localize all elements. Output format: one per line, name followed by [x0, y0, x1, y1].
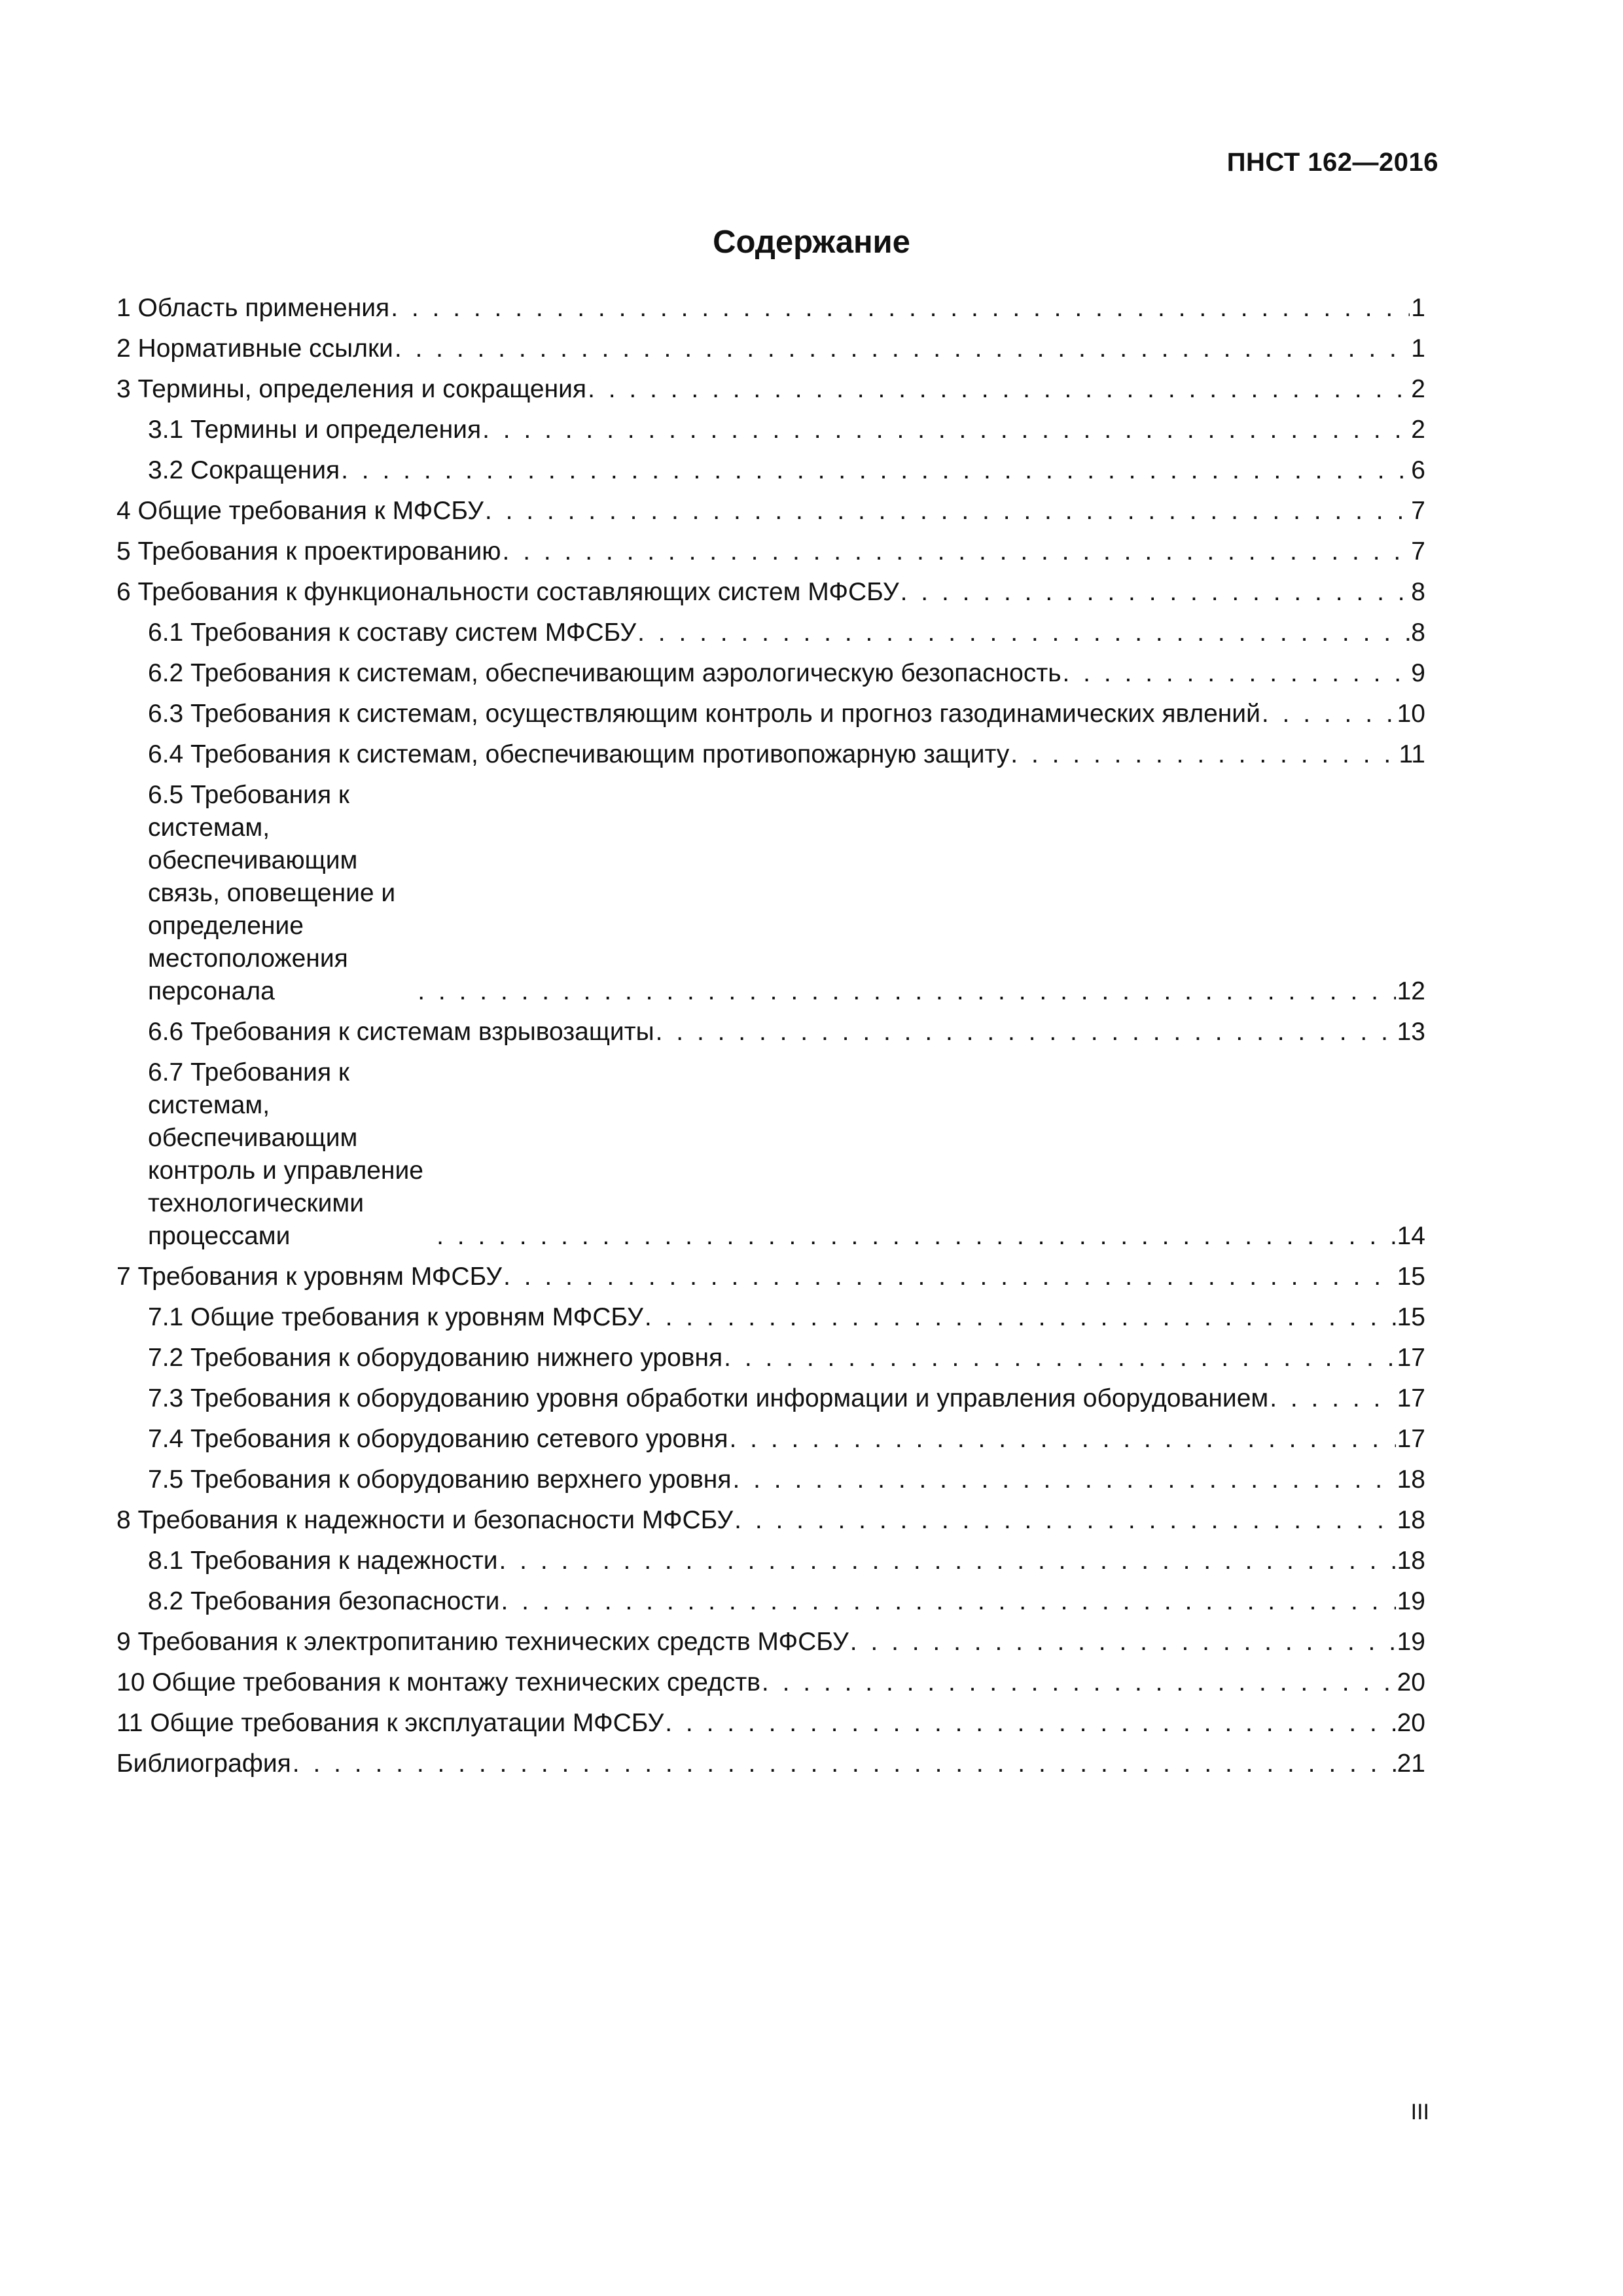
toc-leader-dots [499, 1545, 1396, 1577]
toc-entry-text [148, 617, 636, 649]
toc-leader-dots [665, 1707, 1395, 1740]
document-code: ПНСТ 162—2016 [1226, 148, 1438, 177]
toc-leader-dots [482, 414, 1410, 446]
toc-entry[interactable] [116, 1342, 1425, 1374]
toc-entry-text [116, 332, 393, 365]
toc-entry-text [116, 1261, 502, 1293]
toc-entry-text [116, 1504, 733, 1537]
toc-entry-text [148, 1382, 1268, 1415]
toc-entry-page: 18 [1397, 1547, 1425, 1575]
toc-entry-title: 6 Требования к функциональности составляющих систем МФСБУ [116, 578, 899, 606]
toc-entry-text [148, 738, 1009, 771]
toc-entry-title: 8.1 Требования к надежности [148, 1547, 498, 1575]
toc-entry[interactable] [116, 454, 1425, 487]
toc-entry-title: 7.5 Требования к оборудованию верхнего уровня [148, 1465, 732, 1494]
toc-entry-text [148, 1301, 643, 1334]
toc-leader-dots [730, 1423, 1396, 1456]
toc-entry-page: 15 [1397, 1303, 1425, 1331]
toc-entry-title: 2 Нормативные ссылки [116, 334, 393, 363]
toc-entry-page: 6 [1411, 456, 1425, 484]
toc-entry[interactable] [116, 1545, 1425, 1577]
toc-entry-page: 7 [1411, 497, 1425, 525]
toc-entry[interactable] [116, 292, 1425, 325]
toc-leader-dots [503, 1261, 1396, 1293]
toc-leader-dots [901, 576, 1410, 609]
toc-entry-page: 9 [1411, 659, 1425, 687]
toc-entry-title-continuation: процессами [148, 1222, 291, 1250]
toc-entry-title: 4 Общие требования к МФСБУ [116, 497, 484, 525]
toc-entry[interactable] [116, 1504, 1425, 1537]
toc-entry-title: 6.3 Требования к системам, осуществляющим контроль и прогноз газодинамических явлений [148, 700, 1260, 728]
toc-entry-page: 12 [1397, 977, 1425, 1005]
toc-entry[interactable] [116, 779, 1425, 1008]
toc-entry-title: 7.4 Требования к оборудованию сетевого уровня [148, 1425, 728, 1453]
toc-entry-text [148, 414, 481, 446]
page-number: III [1410, 2100, 1429, 2125]
toc-entry-page: 11 [1399, 740, 1425, 768]
toc-entry-text [116, 576, 899, 609]
toc-leader-dots [1270, 1382, 1395, 1415]
toc-leader-dots [485, 495, 1410, 528]
toc-entry-title: 11 Общие требования к эксплуатации МФСБУ [116, 1709, 664, 1737]
toc-title: Содержание [713, 224, 910, 260]
toc-entry-title: 6.6 Требования к системам взрывозащиты [148, 1018, 654, 1046]
toc-leader-dots [1063, 657, 1410, 690]
toc-leader-dots [637, 617, 1410, 649]
toc-entry-text [148, 1342, 722, 1374]
toc-entry-title: 7.3 Требования к оборудованию уровня обработки информации и управления оборудованием [148, 1384, 1269, 1412]
toc-leader-dots [850, 1626, 1396, 1659]
toc-entry-text [116, 1748, 291, 1780]
toc-entry-text [148, 698, 1260, 730]
toc-entry-title: 3.1 Термины и определения [148, 416, 482, 444]
toc-entry[interactable] [116, 657, 1425, 690]
toc-entry-title: 3.2 Сокращения [148, 456, 340, 484]
toc-leader-dots [1262, 698, 1396, 730]
toc-leader-dots [418, 975, 1395, 1008]
toc-entry-page: 17 [1397, 1384, 1425, 1412]
toc-leader-dots [724, 1342, 1395, 1374]
toc-entry-text [148, 779, 416, 1008]
toc-entry-page: 2 [1411, 375, 1425, 403]
toc-leader-dots [437, 1220, 1395, 1253]
toc-entry[interactable] [116, 495, 1425, 528]
toc-entry-title: 6.1 Требования к составу систем МФСБУ [148, 619, 637, 647]
toc-entry-page: 7 [1411, 537, 1425, 565]
toc-entry-text [148, 1585, 499, 1618]
toc-entry[interactable] [116, 535, 1425, 568]
toc-entry-page: 18 [1397, 1465, 1425, 1494]
toc-leader-dots [656, 1016, 1396, 1049]
toc-entry-page: 21 [1397, 1749, 1425, 1778]
toc-entry-page: 18 [1397, 1506, 1425, 1534]
toc-entry[interactable] [116, 1626, 1425, 1659]
toc-entry-text [116, 495, 484, 528]
toc-entry-text [148, 454, 340, 487]
toc-entry[interactable] [116, 1382, 1425, 1415]
toc-entry-title: 10 Общие требования к монтажу технических средств [116, 1668, 760, 1696]
toc-entry-text [148, 1016, 654, 1049]
toc-entry-text [148, 1463, 731, 1496]
table-of-contents [116, 292, 1425, 1788]
toc-entry[interactable] [116, 373, 1425, 406]
toc-entry[interactable] [116, 617, 1425, 649]
toc-entry-text [148, 1056, 435, 1253]
toc-entry[interactable] [116, 1301, 1425, 1334]
toc-entry-page: 15 [1397, 1263, 1425, 1291]
toc-entry-page: 10 [1397, 700, 1425, 728]
toc-entry-text [116, 292, 389, 325]
toc-entry-title: 9 Требования к электропитанию технических средств МФСБУ [116, 1628, 849, 1656]
toc-entry-text [148, 1423, 728, 1456]
toc-entry-title: 6.2 Требования к системам, обеспечивающим аэрологическую безопасность [148, 659, 1061, 687]
toc-entry[interactable] [116, 698, 1425, 730]
toc-entry-title-continuation: местоположения персонала [148, 944, 348, 1005]
toc-leader-dots [293, 1748, 1396, 1780]
toc-entry[interactable] [116, 1463, 1425, 1496]
toc-entry-page: 8 [1411, 619, 1425, 647]
toc-entry-page: 17 [1397, 1344, 1425, 1372]
toc-entry-page: 2 [1411, 416, 1425, 444]
toc-leader-dots [501, 1585, 1395, 1618]
toc-entry[interactable] [116, 1585, 1425, 1618]
toc-entry-page: 20 [1397, 1668, 1425, 1696]
toc-entry-title: 6.7 Требования к системам, обеспечивающим контроль и управление технологическими [148, 1058, 423, 1217]
toc-entry-page: 17 [1397, 1425, 1425, 1453]
toc-entry[interactable] [116, 332, 1425, 365]
toc-entry-page: 13 [1397, 1018, 1425, 1046]
toc-entry[interactable] [116, 1056, 1425, 1253]
toc-entry-title: 7.2 Требования к оборудованию нижнего уровня [148, 1344, 723, 1372]
toc-entry[interactable] [116, 738, 1425, 771]
toc-entry-page: 19 [1397, 1628, 1425, 1656]
toc-entry-text [116, 1666, 760, 1699]
toc-leader-dots [732, 1463, 1395, 1496]
toc-entry-text [116, 373, 586, 406]
toc-leader-dots [391, 292, 1410, 325]
toc-leader-dots [503, 535, 1410, 568]
toc-leader-dots [588, 373, 1410, 406]
toc-leader-dots [395, 332, 1410, 365]
toc-entry-page: 1 [1411, 294, 1425, 322]
toc-entry-title: 6.4 Требования к системам, обеспечивающим противопожарную защиту [148, 740, 1010, 768]
toc-entry[interactable] [116, 1707, 1425, 1740]
toc-leader-dots [341, 454, 1410, 487]
toc-entry-title: 5 Требования к проектированию [116, 537, 501, 565]
toc-entry-title: Библиография [116, 1749, 291, 1778]
toc-entry-text [148, 1545, 498, 1577]
toc-entry-text [148, 657, 1061, 690]
toc-leader-dots [734, 1504, 1395, 1537]
toc-entry-text [116, 1626, 849, 1659]
toc-leader-dots [645, 1301, 1396, 1334]
toc-leader-dots [1010, 738, 1397, 771]
toc-entry[interactable] [116, 1748, 1425, 1780]
toc-entry-title: 1 Область применения [116, 294, 390, 322]
toc-entry[interactable] [116, 1423, 1425, 1456]
toc-entry-page: 14 [1397, 1222, 1425, 1250]
toc-entry-page: 19 [1397, 1587, 1425, 1615]
toc-entry-text [116, 535, 501, 568]
toc-entry-title: 8.2 Требования безопасности [148, 1587, 500, 1615]
toc-entry-page: 1 [1411, 334, 1425, 363]
toc-entry[interactable] [116, 1261, 1425, 1293]
toc-entry-title: 7.1 Общие требования к уровням МФСБУ [148, 1303, 643, 1331]
toc-leader-dots [762, 1666, 1396, 1699]
toc-entry-title: 3 Термины, определения и сокращения [116, 375, 587, 403]
toc-entry[interactable] [116, 1016, 1425, 1049]
toc-entry-page: 8 [1411, 578, 1425, 606]
toc-entry[interactable] [116, 1666, 1425, 1699]
toc-entry-title: 7 Требования к уровням МФСБУ [116, 1263, 503, 1291]
toc-entry-page: 20 [1397, 1709, 1425, 1737]
toc-entry-text [116, 1707, 664, 1740]
toc-entry[interactable] [116, 576, 1425, 609]
toc-entry-title: 6.5 Требования к системам, обеспечивающим связь, оповещение и определение [148, 781, 396, 940]
toc-entry[interactable] [116, 414, 1425, 446]
toc-entry-title: 8 Требования к надежности и безопасности МФСБУ [116, 1506, 734, 1534]
